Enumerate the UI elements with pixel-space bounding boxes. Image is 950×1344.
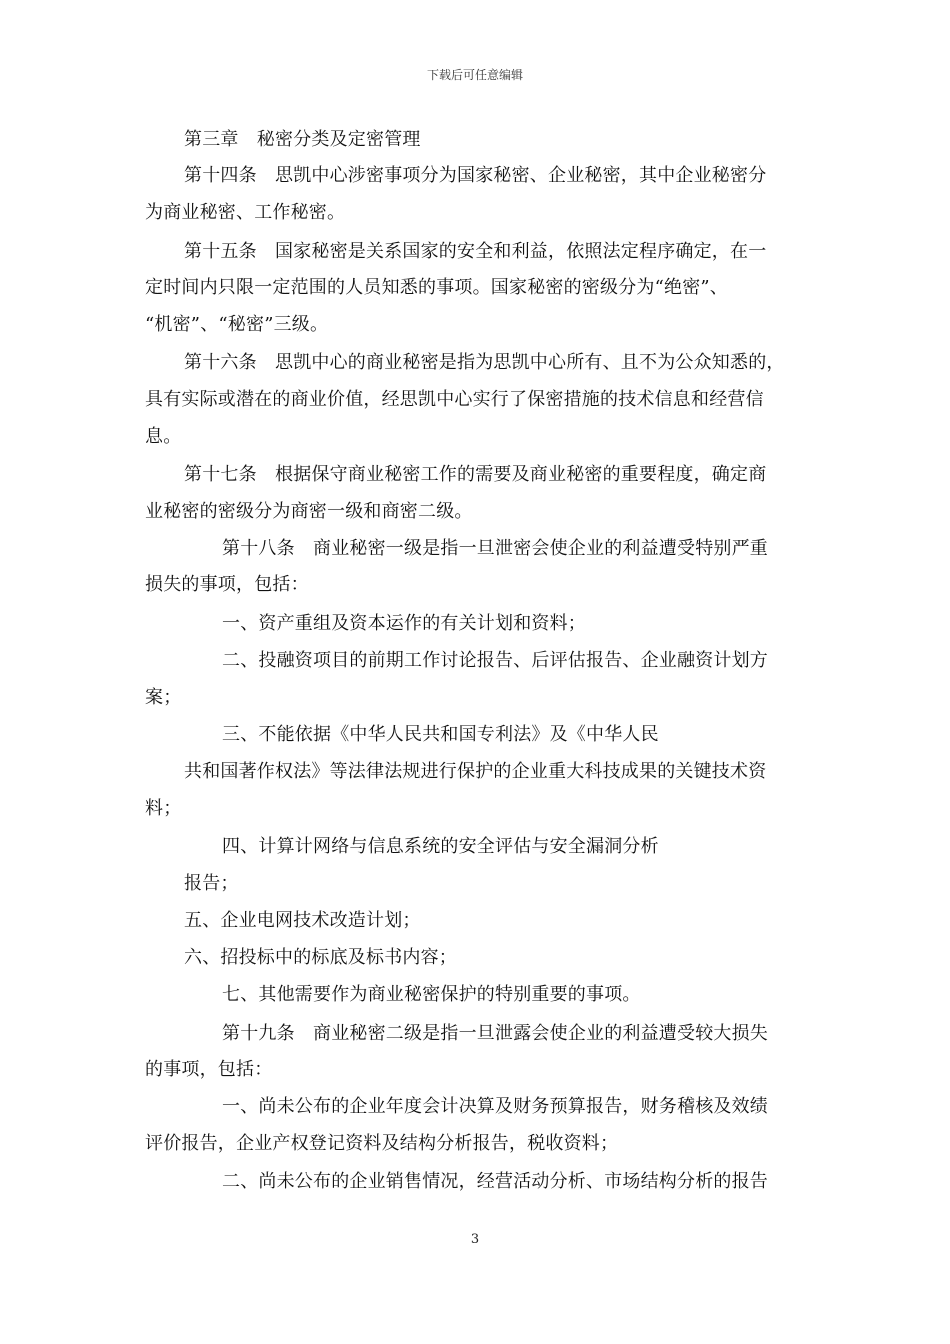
body-line: “机密”、“秘密”三级。 <box>145 314 329 335</box>
body-line: 业秘密的密级分为商密一级和商密二级。 <box>145 501 473 522</box>
body-line: 第十九条 商业秘密二级是指一旦泄露会使企业的利益遭受较大损失 <box>222 1023 768 1044</box>
body-line: 二、尚未公布的企业销售情况，经营活动分析、市场结构分析的报告 <box>222 1171 768 1192</box>
body-line: 第十五条 国家秘密是关系国家的安全和利益，依照法定程序确定，在一 <box>184 241 767 262</box>
body-line: 案； <box>145 687 182 708</box>
page-header: 下载后可任意编辑 <box>426 68 523 82</box>
body-line: 为商业秘密、工作秘密。 <box>145 202 346 223</box>
body-line: 共和国著作权法》等法律法规进行保护的企业重大科技成果的关键技术资 <box>184 761 767 782</box>
body-line: 损失的事项，包括： <box>145 574 309 595</box>
body-line: 料； <box>145 798 182 819</box>
body-line: 定时间内只限一定范围的人员知悉的事项。国家秘密的密级分为“绝密”、 <box>145 277 729 298</box>
body-line: 第十四条 思凯中心涉密事项分为国家秘密、企业秘密，其中企业秘密分 <box>184 165 767 186</box>
body-line: 二、投融资项目的前期工作讨论报告、后评估报告、企业融资计划方 <box>222 650 768 671</box>
body-line: 息。 <box>145 426 182 447</box>
body-line: 第十六条 思凯中心的商业秘密是指为思凯中心所有、且不为公众知悉的， <box>184 352 785 373</box>
body-line: 七、其他需要作为商业秘密保护的特别重要的事项。 <box>222 984 641 1005</box>
body-line: 四、计算计网络与信息系统的安全评估与安全漏洞分析 <box>222 836 659 857</box>
body-line: 六、招投标中的标底及标书内容； <box>184 947 457 968</box>
body-line: 的事项，包括： <box>145 1059 273 1080</box>
body-line: 三、不能依据《中华人民共和国专利法》及《中华人民 <box>222 724 659 745</box>
body-line: 具有实际或潜在的商业价值，经思凯中心实行了保密措施的技术信息和经营信 <box>145 389 764 410</box>
body-line: 五、企业电网技术改造计划； <box>184 910 421 931</box>
body-line: 第三章 秘密分类及定密管理 <box>184 129 421 150</box>
body-line: 一、尚未公布的企业年度会计决算及财务预算报告，财务稽核及效绩 <box>222 1096 768 1117</box>
body-line: 一、资产重组及资本运作的有关计划和资料； <box>222 613 586 634</box>
page-number: 3 <box>470 1232 480 1247</box>
body-line: 报告； <box>184 873 239 894</box>
body-line: 评价报告，企业产权登记资料及结构分析报告，税收资料； <box>145 1133 619 1154</box>
body-line: 第十七条 根据保守商业秘密工作的需要及商业秘密的重要程度，确定商 <box>184 464 767 485</box>
body-line: 第十八条 商业秘密一级是指一旦泄密会使企业的利益遭受特别严重 <box>222 538 768 559</box>
